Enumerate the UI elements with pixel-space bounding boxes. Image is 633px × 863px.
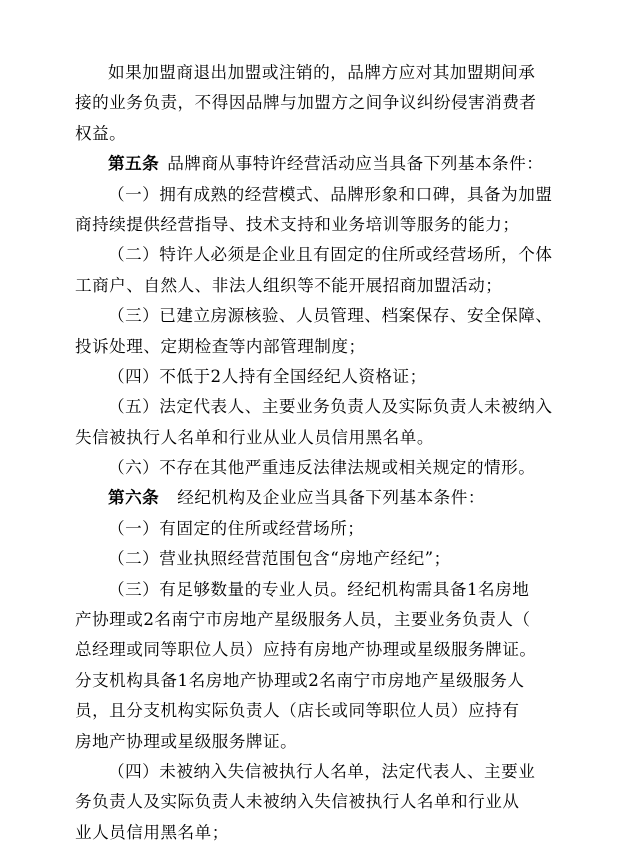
article-5-text: 品牌商从事特许经营活动应当具备下列基本条件： bbox=[167, 154, 544, 174]
article-6-number: 第六条 bbox=[108, 488, 160, 508]
paragraph-line: 权益。 bbox=[75, 123, 127, 143]
paragraph-line: （一）有固定的住所或经营场所； bbox=[108, 518, 365, 538]
paragraph-line: 失信被执行人名单和行业从业人员信用黑名单。 bbox=[75, 427, 434, 447]
paragraph-line: （二）营业执照经营范围包含“房地产经纪”； bbox=[108, 549, 451, 569]
paragraph-line: 员，且分支机构实际负责人（店长或同等职位人员）应持有 bbox=[75, 701, 520, 721]
article-5-number: 第五条 bbox=[108, 154, 160, 174]
paragraph-line: 如果加盟商退出加盟或注销的，品牌方应对其加盟期间承 bbox=[108, 63, 536, 82]
article-6-text: 经纪机构及企业应当具备下列基本条件： bbox=[177, 488, 485, 508]
document-body bbox=[75, 58, 555, 848]
paragraph-line: 分支机构具备1名房地产协理或2名南宁市房地产星级服务人 bbox=[75, 670, 525, 690]
paragraph-line: （四）未被纳入失信被执行人名单，法定代表人、主要业 bbox=[108, 761, 536, 781]
paragraph-line: 商持续提供经营指导、技术支持和业务培训等服务的能力； bbox=[75, 214, 520, 234]
paragraph-line: （二）特许人必须是企业且有固定的住所或经营场所，个体 bbox=[108, 245, 553, 265]
paragraph-line: （一）拥有成熟的经营模式、品牌形象和口碑，具备为加盟 bbox=[108, 184, 553, 204]
article-5-heading bbox=[75, 149, 555, 179]
paragraph-line: （三）已建立房源核验、人员管理、档案保存、安全保障、 bbox=[108, 306, 553, 326]
paragraph-line: （五）法定代表人、主要业务负责人及实际负责人未被纳入 bbox=[108, 397, 553, 417]
paragraph-line: 产协理或2名南宁市房地产星级服务人员，主要业务负责人（ bbox=[75, 610, 531, 630]
paragraph-line: 接的业务负责，不得因品牌与加盟方之间争议纠纷侵害消费者 bbox=[75, 93, 537, 113]
paragraph-line: 工商户、自然人、非法人组织等不能开展招商加盟活动； bbox=[75, 275, 503, 295]
paragraph-line: （三）有足够数量的专业人员。经纪机构需具备1名房地 bbox=[108, 579, 530, 599]
paragraph-line: 业人员信用黑名单； bbox=[75, 822, 229, 842]
paragraph-line: （四）不低于2人持有全国经纪人资格证； bbox=[108, 366, 427, 386]
paragraph-line: （六）不存在其他严重违反法律法规或相关规定的情形。 bbox=[108, 458, 536, 478]
article-6-heading bbox=[75, 483, 555, 513]
paragraph-line: 投诉处理、定期检查等内部管理制度； bbox=[75, 336, 366, 356]
paragraph-line: 房地产协理或星级服务牌证。 bbox=[75, 731, 298, 751]
paragraph-line: 务负责人及实际负责人未被纳入失信被执行人名单和行业从 bbox=[75, 792, 520, 812]
paragraph-line: 总经理或同等职位人员）应持有房地产协理或星级服务牌证。 bbox=[75, 640, 537, 660]
